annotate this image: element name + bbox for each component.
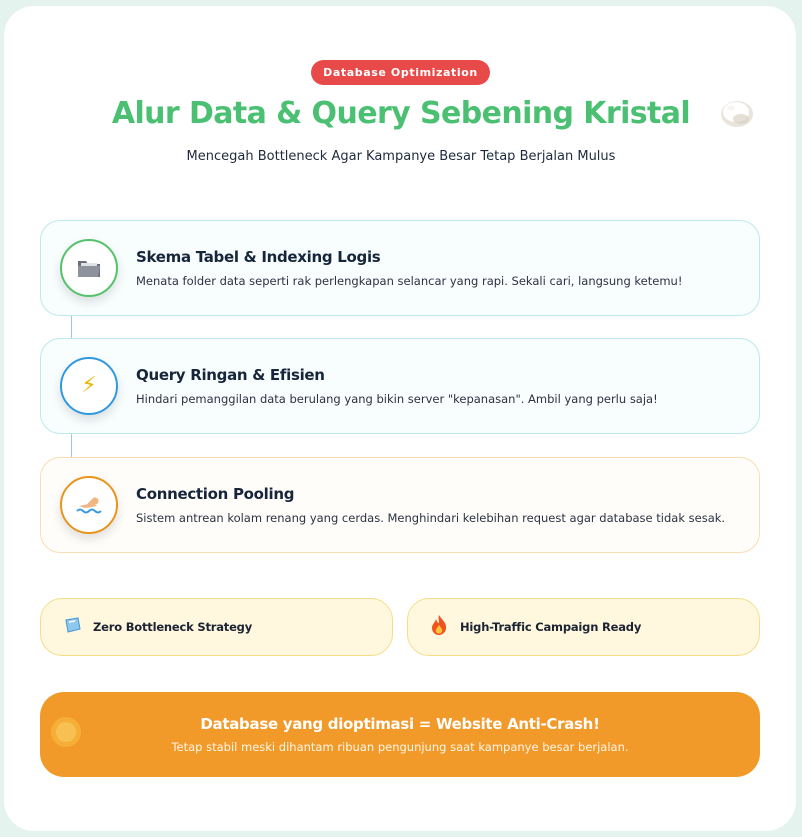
highlight-high-traffic [407,598,760,656]
page-title: Alur Data & Query Sebening Kristal [111,96,691,131]
step-description: Sistem antrean kolam renang yang cerdas. Menghindari kelebihan request agar database tidak sesak. [136,511,726,525]
step-title: Query Ringan & Efisien [136,366,325,384]
banner-title: Database yang dioptimasi = Website Anti-Crash! [200,715,600,733]
step-connector [71,315,72,338]
banner-subtitle: Tetap stabil meski dihantam ribuan pengunjung saat kampanye besar berjalan. [171,740,629,754]
lightning-icon: ⚡ [60,357,118,415]
step-title: Skema Tabel & Indexing Logis [136,248,381,266]
swimmer-icon [60,476,118,534]
page-subtitle: Mencegah Bottleneck Agar Kampanye Besar Tetap Berjalan Mulus [186,149,616,164]
highlight-label: Zero Bottleneck Strategy [93,620,253,634]
ice-cube-icon [61,617,83,637]
step-card-query [40,338,760,434]
fire-icon [428,614,450,640]
step-card-pooling [40,457,760,553]
step-description: Hindari pemanggilan data berulang yang bikin server "kepanasan". Ambil yang perlu saja! [136,392,658,406]
highlight-zero-bottleneck [40,598,393,656]
step-connector [71,434,72,457]
coconut-icon [719,97,755,129]
step-title: Connection Pooling [136,485,295,503]
cta-banner [40,692,760,777]
highlight-label: High-Traffic Campaign Ready [460,620,642,634]
folder-icon [60,239,118,297]
step-card-indexing [40,220,760,316]
step-description: Menata folder data seperti rak perlengkapan selancar yang rapi. Sekali cari, langsung ketemu! [136,274,683,288]
category-badge: Database Optimization [311,60,490,85]
